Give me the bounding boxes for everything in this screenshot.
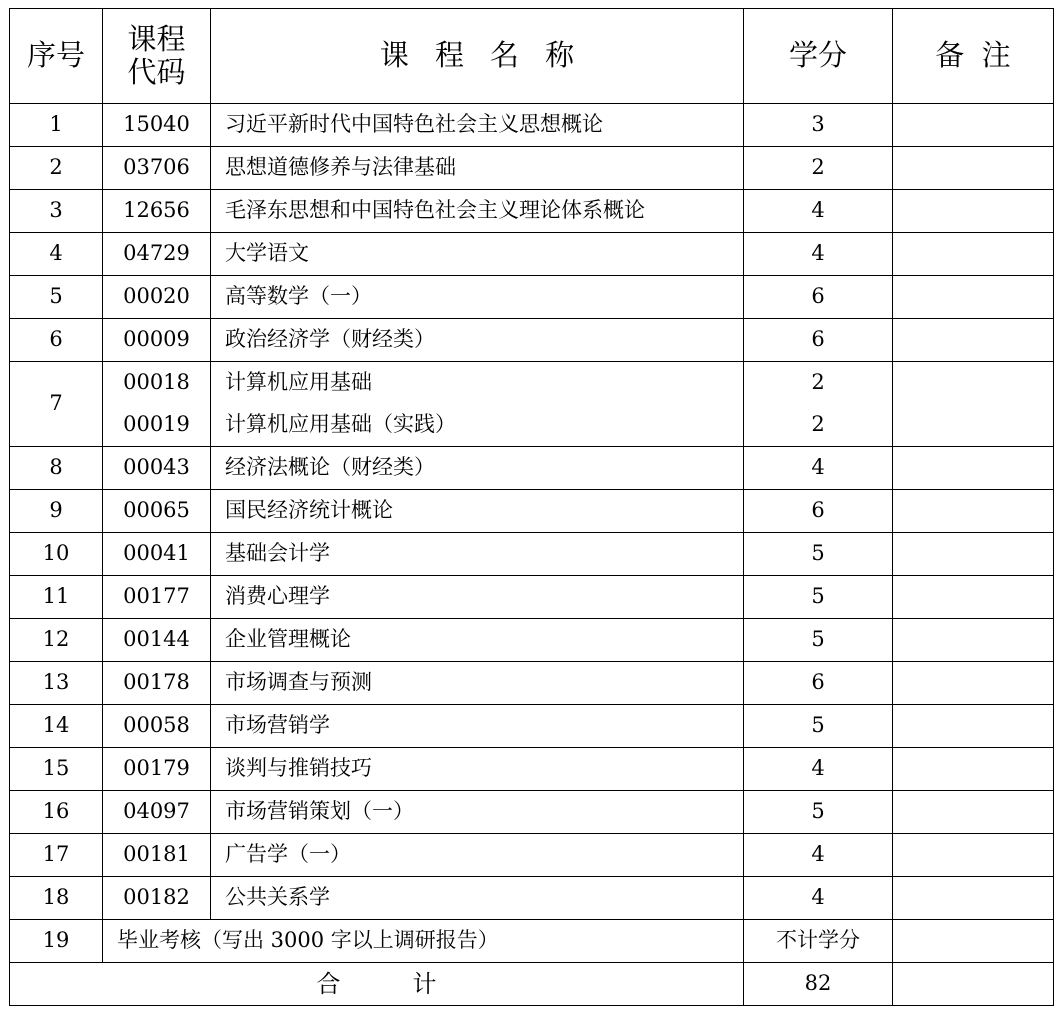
- row-credit: 2: [744, 362, 893, 405]
- row-seq: 2: [10, 147, 103, 190]
- row-code: 00182: [103, 877, 211, 920]
- row-credit: 5: [744, 533, 893, 576]
- table-row: [10, 877, 1054, 920]
- row-note: [893, 662, 1054, 705]
- table-row: [10, 619, 1054, 662]
- row-seq: 16: [10, 791, 103, 834]
- row-credit: 2: [744, 404, 893, 447]
- row-code: 00009: [103, 319, 211, 362]
- table-row: [10, 576, 1054, 619]
- total-row: [10, 963, 1054, 1006]
- table-row: [10, 834, 1054, 877]
- row-credit: 3: [744, 104, 893, 147]
- row-seq: 4: [10, 233, 103, 276]
- row-note: [893, 490, 1054, 533]
- row-note: [893, 877, 1054, 920]
- row-seq: 1: [10, 104, 103, 147]
- header-credit: 学分: [744, 9, 893, 104]
- row-seq: 10: [10, 533, 103, 576]
- row-note: [893, 576, 1054, 619]
- header-seq: 序号: [10, 9, 103, 104]
- row-course-name: 毛泽东思想和中国特色社会主义理论体系概论: [211, 190, 744, 233]
- row-credit: 4: [744, 190, 893, 233]
- row-course-name: 计算机应用基础: [211, 362, 744, 405]
- table-row: [10, 276, 1054, 319]
- row-course-name: 高等数学（一）: [211, 276, 744, 319]
- row-code: 15040: [103, 104, 211, 147]
- row-code: 00179: [103, 748, 211, 791]
- row-course-name: 市场调查与预测: [211, 662, 744, 705]
- row-code: 00177: [103, 576, 211, 619]
- row-course-name: 公共关系学: [211, 877, 744, 920]
- row-credit: 6: [744, 276, 893, 319]
- row-code: 00019: [103, 404, 211, 447]
- row-code: 04097: [103, 791, 211, 834]
- row-code: 04729: [103, 233, 211, 276]
- graduation-row: [10, 920, 1054, 963]
- row-course-name: 市场营销学: [211, 705, 744, 748]
- row-note: [893, 190, 1054, 233]
- row-note: [893, 104, 1054, 147]
- row-note: [893, 147, 1054, 190]
- row-seq: 9: [10, 490, 103, 533]
- row-note: [893, 362, 1054, 447]
- row-seq: 6: [10, 319, 103, 362]
- row-course-name: 消费心理学: [211, 576, 744, 619]
- row-seq: 17: [10, 834, 103, 877]
- row-course-name: 国民经济统计概论: [211, 490, 744, 533]
- row-note: [893, 791, 1054, 834]
- table-row: [10, 662, 1054, 705]
- graduation-credit: 不计学分: [744, 920, 893, 963]
- row-course-name: 基础会计学: [211, 533, 744, 576]
- total-label: 合计: [10, 963, 744, 1006]
- row-course-name: 谈判与推销技巧: [211, 748, 744, 791]
- row-note: [893, 319, 1054, 362]
- row-credit: 4: [744, 834, 893, 877]
- row-code: 00058: [103, 705, 211, 748]
- row-course-name: 经济法概论（财经类）: [211, 447, 744, 490]
- graduation-seq: 19: [10, 920, 103, 963]
- row-course-name: 广告学（一）: [211, 834, 744, 877]
- graduation-name: 毕业考核（写出 3000 字以上调研报告）: [103, 920, 744, 963]
- header-name: 课程名称: [211, 9, 744, 104]
- row-seq: 14: [10, 705, 103, 748]
- row-credit: 4: [744, 233, 893, 276]
- row-course-name: 政治经济学（财经类）: [211, 319, 744, 362]
- row-seq: 13: [10, 662, 103, 705]
- row-course-name: 思想道德修养与法律基础: [211, 147, 744, 190]
- header-note: 备注: [893, 9, 1054, 104]
- graduation-note: [893, 920, 1054, 963]
- row-seq: 3: [10, 190, 103, 233]
- row-seq: 5: [10, 276, 103, 319]
- row-credit: 4: [744, 748, 893, 791]
- row-credit: 6: [744, 662, 893, 705]
- table-row: [10, 748, 1054, 791]
- header-code-line2: 代码: [127, 55, 186, 89]
- row-seq: 7: [10, 362, 103, 447]
- row-credit: 4: [744, 447, 893, 490]
- table-row: [10, 490, 1054, 533]
- table-row: [10, 104, 1054, 147]
- header-row: [10, 9, 1054, 104]
- header-code: [103, 9, 211, 104]
- row-note: [893, 233, 1054, 276]
- row-note: [893, 705, 1054, 748]
- row-note: [893, 447, 1054, 490]
- row-credit: 5: [744, 619, 893, 662]
- row-note: [893, 276, 1054, 319]
- row-course-name: 企业管理概论: [211, 619, 744, 662]
- row-seq: 11: [10, 576, 103, 619]
- row-code: 00018: [103, 362, 211, 405]
- table-row: [10, 190, 1054, 233]
- table-row: [10, 791, 1054, 834]
- row-code: 00144: [103, 619, 211, 662]
- row-course-name: 大学语文: [211, 233, 744, 276]
- row-code: 00178: [103, 662, 211, 705]
- table-row: [10, 705, 1054, 748]
- row-course-name: 习近平新时代中国特色社会主义思想概论: [211, 104, 744, 147]
- row-code: 00065: [103, 490, 211, 533]
- table-row: [10, 362, 1054, 405]
- row-seq: 12: [10, 619, 103, 662]
- row-seq: 15: [10, 748, 103, 791]
- row-note: [893, 533, 1054, 576]
- table-row: [10, 233, 1054, 276]
- row-course-name: 计算机应用基础（实践）: [211, 404, 744, 447]
- row-code: 00041: [103, 533, 211, 576]
- row-credit: 2: [744, 147, 893, 190]
- row-code: 00020: [103, 276, 211, 319]
- row-seq: 8: [10, 447, 103, 490]
- row-credit: 4: [744, 877, 893, 920]
- row-credit: 5: [744, 576, 893, 619]
- total-credit: 82: [744, 963, 893, 1006]
- table-row: [10, 147, 1054, 190]
- row-credit: 6: [744, 490, 893, 533]
- table-row: [10, 319, 1054, 362]
- table-row: [10, 533, 1054, 576]
- row-code: 12656: [103, 190, 211, 233]
- course-table: [9, 8, 1054, 1006]
- row-seq: 18: [10, 877, 103, 920]
- row-course-name: 市场营销策划（一）: [211, 791, 744, 834]
- header-code-line1: 课程: [127, 21, 186, 56]
- total-note: [893, 963, 1054, 1006]
- row-credit: 5: [744, 791, 893, 834]
- row-code: 03706: [103, 147, 211, 190]
- row-note: [893, 834, 1054, 877]
- row-credit: 6: [744, 319, 893, 362]
- row-note: [893, 619, 1054, 662]
- table-row: [10, 447, 1054, 490]
- row-code: 00043: [103, 447, 211, 490]
- row-credit: 5: [744, 705, 893, 748]
- row-code: 00181: [103, 834, 211, 877]
- row-note: [893, 748, 1054, 791]
